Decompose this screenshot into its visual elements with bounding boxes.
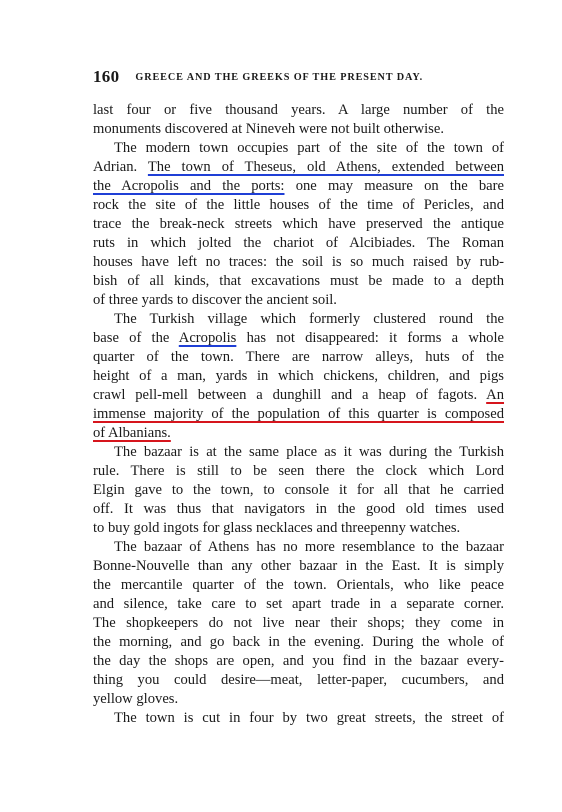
red-underlined-passage: immense majority of the population of this quarter is composed	[93, 406, 504, 422]
text-line: The Turkish village which formerly clustered round the	[114, 311, 504, 327]
text-line: houses have left no traces: the soil is so much raised by rub-	[93, 254, 504, 270]
text-line: to buy gold ingots for glass necklaces and threepenny watches.	[93, 520, 461, 536]
text-line: quarter of the town. There are narrow alleys, huts of the	[93, 349, 504, 365]
red-underlined-passage: An	[486, 387, 505, 403]
running-title: GREECE AND THE GREEKS OF THE PRESENT DAY.	[135, 72, 424, 83]
text-line: The shopkeepers do not live near their shops; they come in	[93, 615, 504, 631]
text-line: Bonne-Nouvelle than any other bazaar in the East. It is simply	[93, 558, 504, 574]
page-header	[93, 67, 505, 89]
text-line: bish of all kinds, that excavations must be made to a depth	[93, 273, 504, 289]
text-line: The modern town occupies part of the site of the town of	[114, 140, 504, 156]
text-line: monuments discovered at Nineveh were not built otherwise.	[93, 121, 444, 137]
text-line: yellow gloves.	[93, 691, 179, 707]
text-line: and silence, take care to set apart trade in a separate corner.	[93, 596, 504, 612]
text-line: of three yards to discover the ancient soil.	[93, 292, 337, 308]
text-run: one may measure on the bare	[295, 178, 504, 194]
text-line	[93, 386, 504, 405]
text-line	[93, 158, 504, 177]
text-line: Elgin gave to the town, to console it for all that he carried	[93, 482, 504, 498]
blue-underlined-word: Acropolis	[178, 330, 237, 346]
text-line: the mercantile quarter of the town. Orientals, who like peace	[93, 577, 504, 593]
page-number: 160	[93, 67, 120, 86]
text-run: base of the	[93, 330, 170, 346]
text-line	[93, 177, 504, 196]
text-line: rule. There is still to be seen there the clock which Lord	[93, 463, 504, 479]
text-line: thing you could desire—meat, letter-paper, cucumbers, and	[93, 672, 504, 688]
text-run: Adrian.	[93, 159, 138, 175]
text-line: last four or five thousand years. A large number of the	[93, 102, 504, 118]
text-line: off. It was thus that navigators in the good old times used	[93, 501, 504, 517]
red-underlined-passage: of Albanians.	[93, 425, 171, 441]
text-line: the day the shops are open, and you find in the bazaar every-	[93, 653, 504, 669]
text-run: crawl pell-mell between a dunghill and a heap of fagots.	[93, 387, 478, 403]
text-line	[93, 329, 504, 348]
text-line: height of a man, yards in which chickens, children, and pigs	[93, 368, 504, 384]
text-line: The bazaar of Athens has no more resemblance to the bazaar	[114, 539, 504, 555]
text-run: has not disappeared: it forms a whole	[246, 330, 505, 346]
text-line: The town is cut in four by two great streets, the street of	[114, 710, 504, 726]
blue-underlined-passage: the Acropolis and the ports:	[93, 178, 285, 194]
text-line: The bazaar is at the same place as it was during the Turkish	[114, 444, 504, 460]
blue-underlined-passage: The town of Theseus, old Athens, extended between	[147, 159, 504, 175]
text-line	[93, 405, 504, 424]
text-line	[93, 424, 504, 443]
text-line: trace the break-neck streets which have preserved the antique	[93, 216, 504, 232]
text-line: rock the site of the little houses of the time of Pericles, and	[93, 197, 504, 213]
text-line: the morning, and go back in the evening. During the whole of	[93, 634, 504, 650]
text-line: ruts in which jolted the chariot of Alcibiades. The Roman	[93, 235, 504, 251]
